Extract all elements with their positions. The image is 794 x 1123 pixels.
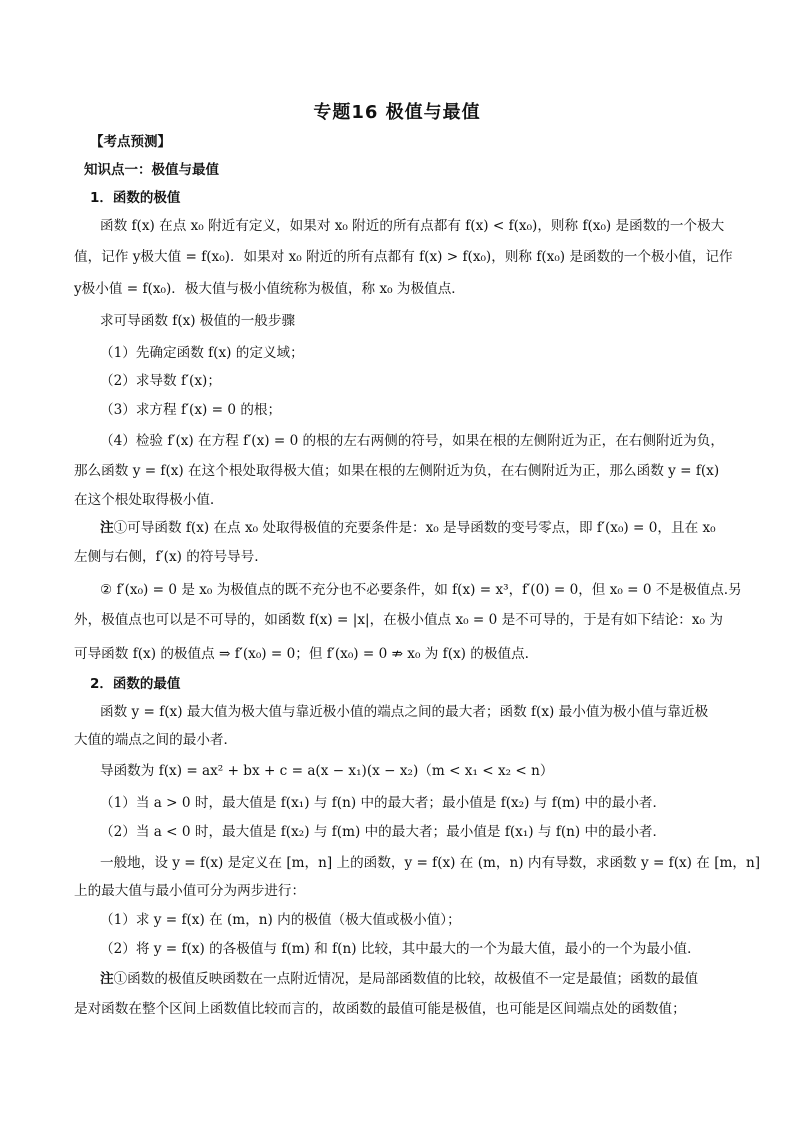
para1-line3: y极小值 = f(x₀)．极大值与极小值统称为极值，称 x₀ 为极值点． <box>74 281 465 297</box>
subsection-extreme-value: 1．函数的极值 <box>90 190 181 206</box>
note2-label: 注 <box>100 971 114 987</box>
section-knowledge-point-1: 知识点一：极值与最值 <box>84 162 219 178</box>
steps-intro: 求可导函数 f(x) 极值的一般步骤 <box>100 313 296 329</box>
para2-line9: （2）将 y = f(x) 的各极值与 f(m) 和 f(n) 比较，其中最大的一个为最大值，最小的一个为最小值． <box>100 941 701 957</box>
note1-label: 注 <box>100 520 114 536</box>
note1-line1 <box>100 519 724 537</box>
para2-line3: 导函数为 f(x) = ax² + bx + c = a(x − x₁)(x − x₂)（m < x₁ < x₂ < n） <box>100 763 554 779</box>
para2-line2: 大值的端点之间的最小者． <box>74 732 238 748</box>
note2-line2: 是对函数在整个区间上函数值比较而言的，故函数的最值可能是极值，也可能是区间端点处的函数值； <box>74 1001 686 1017</box>
subsection-max-min: 2．函数的最值 <box>90 676 181 692</box>
para2-line7: 上的最大值与最小值可分为两步进行： <box>74 883 306 899</box>
step-2: （2）求导数 f′(x)； <box>100 373 221 389</box>
note1-line4: 外，极值点也可以是不可导的，如函数 f(x) = |x|，在极小值点 x₀ = 0 是不可导的，于是有如下结论：x₀ 为 <box>74 612 723 628</box>
para1-line1: 函数 f(x) 在点 x₀ 附近有定义，如果对 x₀ 附近的所有点都有 f(x) < f(x₀)，则称 f(x₀) 是函数的一个极大 <box>100 218 725 234</box>
note1-line3: ② f′(x₀) = 0 是 x₀ 为极值点的既不充分也不必要条件，如 f(x) = x³，f′(0) = 0，但 x₀ = 0 不是极值点.另 <box>100 582 742 598</box>
step-4-line1: （4）检验 f′(x) 在方程 f′(x) = 0 的根的左右两侧的符号，如果在根的左侧附近为正，在右侧附近为负， <box>100 433 724 449</box>
para2-line6: 一般地，设 y = f(x) 是定义在 [m，n] 上的函数，y = f(x) 在 (m，n) 内有导数，求函数 y = f(x) 在 [m，n] <box>100 855 761 871</box>
para2-line5: （2）当 a < 0 时，最大值是 f(x₂) 与 f(m) 中的最大者；最小值是 f(x₁) 与 f(n) 中的最小者． <box>100 824 667 840</box>
note1-line5: 可导函数 f(x) 的极值点 ⇒ f′(x₀) = 0；但 f′(x₀) = 0 ⇏ x₀ 为 f(x) 的极值点. <box>74 646 529 662</box>
step-3: （3）求方程 f′(x) = 0 的根； <box>100 402 282 418</box>
section-kaodian: 【考点预测】 <box>90 134 171 150</box>
note2-line1-text: ①函数的极值反映函数在一点附近情况，是局部函数值的比较，故极值不一定是最值；函数的最值 <box>113 971 699 987</box>
note1-line1-text: ①可导函数 f(x) 在点 x₀ 处取得极值的充要条件是：x₀ 是导函数的变号零点，即 f′(x₀) = 0，且在 x₀ <box>113 520 716 536</box>
step-1: （1）先确定函数 f(x) 的定义域； <box>100 345 304 361</box>
para1-line2: 值，记作 y极大值 = f(x₀)．如果对 x₀ 附近的所有点都有 f(x) > f(x₀)，则称 f(x₀) 是函数的一个极小值，记作 <box>74 249 733 265</box>
para2-line4: （1）当 a > 0 时，最大值是 f(x₁) 与 f(n) 中的最大者；最小值是 f(x₂) 与 f(m) 中的最小者． <box>100 795 667 811</box>
page-title: 专题16 极值与最值 <box>313 102 481 123</box>
note1-line2: 左侧与右侧，f′(x) 的符号导号. <box>74 549 259 565</box>
para2-line1: 函数 y = f(x) 最大值为极大值与靠近极小值的端点之间的最大者；函数 f(x) 最小值为极小值与靠近极 <box>100 704 709 720</box>
step-4-line2: 那么函数 y = f(x) 在这个根处取得极大值；如果在根的左侧附近为负，在右侧附近为正，那么函数 y = f(x) <box>74 463 720 479</box>
note2-line1 <box>100 970 724 988</box>
para2-line8: （1）求 y = f(x) 在 (m，n) 内的极值（极大值或极小值）； <box>100 912 461 928</box>
step-4-line3: 在这个根处取得极小值. <box>74 492 215 508</box>
